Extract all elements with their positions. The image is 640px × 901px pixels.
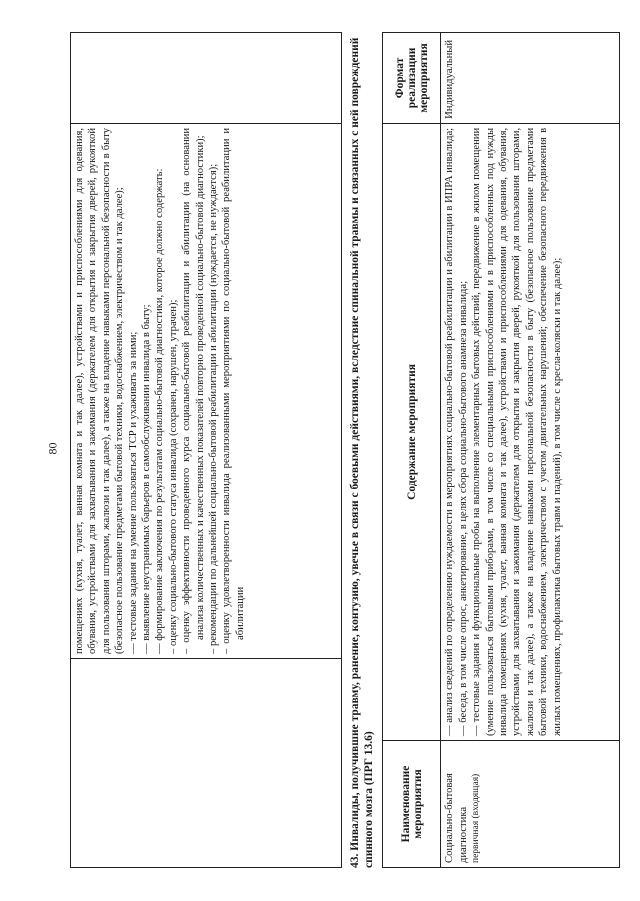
measure-subname: первичная (входящая) <box>471 773 482 863</box>
header-name: Наименование мероприятия <box>383 741 441 868</box>
rotated-page-content <box>70 32 620 868</box>
rotated-page <box>70 32 620 868</box>
measure-format: Индивидуальный <box>441 33 620 124</box>
measures-table <box>382 32 620 868</box>
table-header-row <box>383 33 441 868</box>
sub-item: – оценку эффективности проведенного курса социально-бытовой реабилитации и абилитации (на основании анализа количественных и качественных показателей повторно проведенной социально-бытовой диагностики); <box>181 128 206 654</box>
measure-name: Социально-бытовая диагностика <box>444 773 469 863</box>
content-line: — формирование заключения по результатам социально-бытовой диагностики, которое должно содержать: <box>154 168 166 654</box>
content-line: — тестовые задания и функциональные пробы на выполнение элементарных бытовых действий, передвижение в жилом помещении (умение пользоваться бытовыми приборами, в том числе со специальными приспособлениями и в приспособленных под нужды инвалида помещениях (кухня, туалет, ванная комната и так далее), устройствами и приспособлениями для одевания, обувания, устройствами для захватывания и зажимания (держателем для открытия и закрытия дверей, рукояткой для пользования шторами, жалюзи и так далее), а также на владение навыками персональной безопасности в быту (безопасное пользование предметами бытовой техники, водоснабжением, электричеством с учетом двигательных нарушений; обеспечение безопасного передвижения в жилых помещениях, профилактика бытовых травм и падений), в том числе с кресла-коляски и так далее); <box>471 127 563 737</box>
page-number: 80 <box>45 442 60 455</box>
empty-cell <box>71 659 342 868</box>
content-line: помещениях (кухня, туалет, ванная комната и так далее), устройствами и приспособлениями для одевания, обувания, устройствами для захватывания и зажимания (держателем для открытия и закрытия дверей, рукояткой для пользования шторами, жалюзи и так далее), а также на владение навыками персональной безопасности в быту (безопасное пользование предметами бытовой техники, водоснабжением, электричеством и так далее); <box>74 128 126 654</box>
table-row <box>441 33 620 868</box>
sub-item: – оценку удовлетворенности инвалида реализованными мероприятиями по социально-бытовой реабилитации и абилитации <box>221 128 246 654</box>
header-format: Формат реализации мероприятия <box>383 33 441 124</box>
sub-item: – оценку социально-бытового статуса инвалида (сохранен, нарушен, утрачен); <box>167 299 179 654</box>
continuation-content <box>71 124 342 659</box>
section-heading: 43. Инвалиды, получившие травму, ранение, контузию, увечье в связи с боевыми действиями, вследствие спинальной травмы и связанных с ней повреждений спинного мозга (ПРГ 13.6) <box>349 37 375 868</box>
content-line: — беседа, в том числе опрос, анкетирование, в целях сбора социально-бытового анамнеза инвалида; <box>457 280 469 737</box>
measure-content-cell <box>441 123 620 740</box>
measure-name-cell <box>441 741 620 868</box>
empty-cell <box>71 33 342 124</box>
content-line: — анализ сведений по определению нуждаемости в мероприятиях социально-бытовой реабилитации и абилитации в ИПРА инвалида; <box>444 127 456 737</box>
sub-item: – рекомендации по дальнейшей социально-бытовой реабилитации и абилитации (нуждается, не нуждается); <box>208 163 220 654</box>
continuation-table <box>70 32 342 868</box>
content-line: — выявление неустранимых барьеров в самообслуживании инвалида в быту; <box>141 304 153 654</box>
header-content: Содержание мероприятия <box>383 123 441 740</box>
content-line: — тестовые задания на умение пользоваться ТСР и ухаживать за ними; <box>127 331 139 654</box>
